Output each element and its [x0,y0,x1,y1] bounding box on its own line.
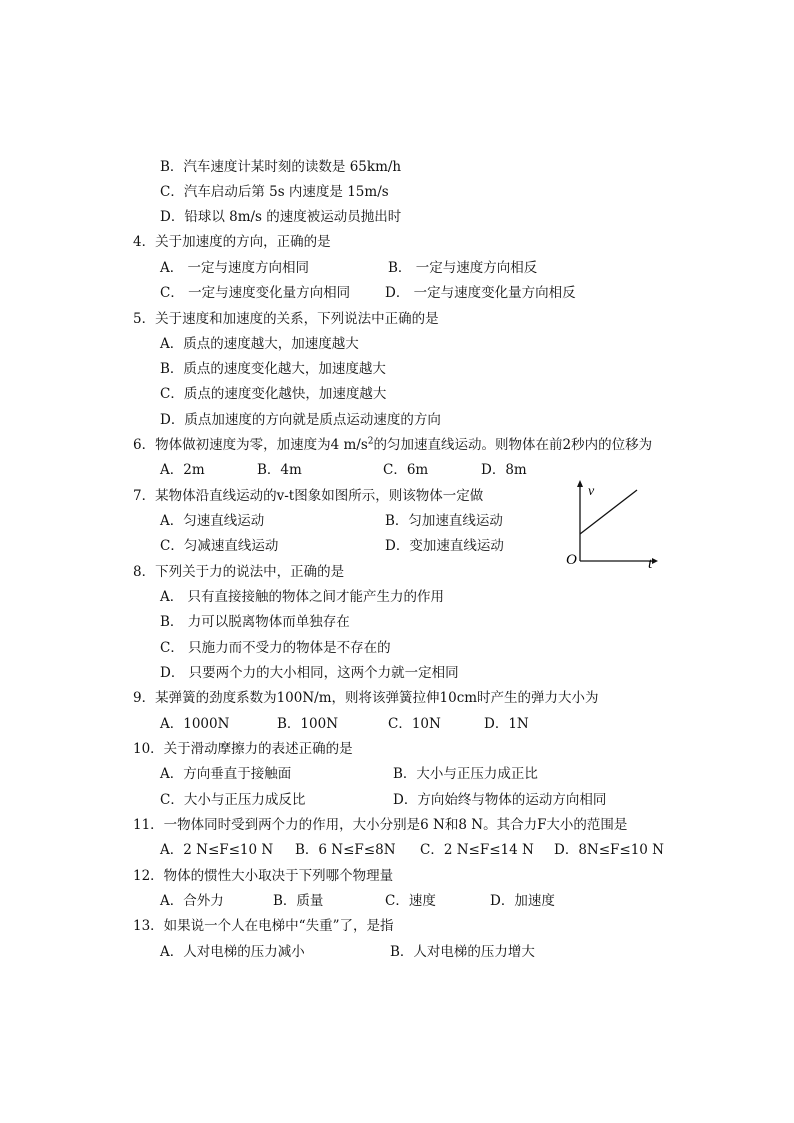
q11-option-a: A．2 N≤F≤10 N [160,842,274,858]
q6-stem [133,435,652,455]
vt-y-arrow [577,480,583,487]
q8-option-c: C． 只施力而不受力的物体是不存在的 [160,640,391,656]
q4-option-b: B． 一定与速度方向相反 [388,260,538,276]
q8-option-b: B． 力可以脱离物体而单独存在 [160,614,350,630]
q10-option-c: C．大小与正压力成反比 [160,792,306,808]
q6-option-d: D．8m [481,462,527,478]
q3-option-b: B．汽车速度计某时刻的读数是 65km/h [160,159,402,175]
vt-y-label: v [588,484,595,499]
q12-option-c: C．速度 [385,893,436,909]
q7-option-d: D．变加速直线运动 [385,538,504,554]
q12-option-a: A．合外力 [160,893,224,909]
q6-option-c: C．6m [383,462,429,478]
q10-option-a: A．方向垂直于接触面 [160,766,292,782]
q12-option-d: D．加速度 [490,893,555,909]
q8-option-a: A． 只有直接接触的物体之间才能产生力的作用 [160,589,445,605]
q3-option-d: D．铅球以 8m/s 的速度被运动员抛出时 [160,209,402,225]
q13-option-a: A．人对电梯的压力减小 [160,944,305,960]
q5-option-c: C．质点的速度变化越快，加速度越大 [160,386,387,402]
q13-stem: 13．如果说一个人在电梯中“失重”了，是指 [133,918,394,934]
q6-option-a: A．2m [160,462,205,478]
q9-option-d: D．1N [484,716,529,732]
q9-option-a: A．1000N [160,716,230,732]
q4-option-a: A． 一定与速度方向相同 [160,260,310,276]
vt-x-label: t [648,556,653,572]
q11-stem: 11．一物体同时受到两个力的作用，大小分别是6 N和8 N。其合力F大小的范围是 [133,817,628,833]
q8-stem: 8．下列关于力的说法中，正确的是 [133,564,345,580]
q10-option-d: D．方向始终与物体的运动方向相同 [393,792,607,808]
q4-stem: 4．关于加速度的方向，正确的是 [133,234,331,250]
q8-option-d: D． 只要两个力的大小相同，这两个力就一定相同 [160,665,459,681]
q5-stem: 5．关于速度和加速度的关系，下列说法中正确的是 [133,311,439,327]
q10-stem: 10．关于滑动摩擦力的表述正确的是 [133,741,353,757]
q7-option-b: B．匀加速直线运动 [385,513,503,529]
q7-stem: 7．某物体沿直线运动的v-t图象如图所示，则该物体一定做 [133,488,484,504]
q6-stem-pre: 6．物体做初速度为零，加速度为4 m/s [133,437,368,453]
q5-option-b: B．质点的速度变化越大，加速度越大 [160,361,386,377]
q13-option-b: B．人对电梯的压力增大 [390,944,535,960]
q11-option-b: B．6 N≤F≤8N [295,842,396,858]
q12-option-b: B．质量 [273,893,324,909]
q3-option-c: C．汽车启动后第 5s 内速度是 15m/s [160,184,389,200]
q5-option-d: D．质点加速度的方向就是质点运动速度的方向 [160,412,441,428]
q4-option-d: D． 一定与速度变化量方向相反 [385,285,576,301]
q9-option-b: B．100N [277,716,339,732]
vt-x-arrow [652,558,658,564]
q12-stem: 12．物体的惯性大小取决于下列哪个物理量 [133,868,394,884]
q6-stem-post: 的匀加速直线运动。则物体在前2秒内的位移为 [373,437,653,453]
q9-option-c: C．10N [388,716,441,732]
q6-stem-sup: 2 [367,436,374,447]
q10-option-b: B．大小与正压力成正比 [393,766,538,782]
q5-option-a: A．质点的速度越大，加速度越大 [160,336,359,352]
q9-stem: 9．某弹簧的劲度系数为100N/m，则将该弹簧拉伸10cm时产生的弹力大小为 [133,690,599,706]
vt-graph [560,478,660,578]
q7-option-a: A．匀速直线运动 [160,513,265,529]
q7-option-c: C．匀减速直线运动 [160,538,279,554]
vt-origin-label: O [566,552,577,568]
q11-option-c: C．2 N≤F≤14 N [420,842,534,858]
q11-option-d: D．8N≤F≤10 N [554,842,664,858]
q4-option-c: C． 一定与速度变化量方向相同 [160,285,351,301]
q6-option-b: B．4m [257,462,302,478]
